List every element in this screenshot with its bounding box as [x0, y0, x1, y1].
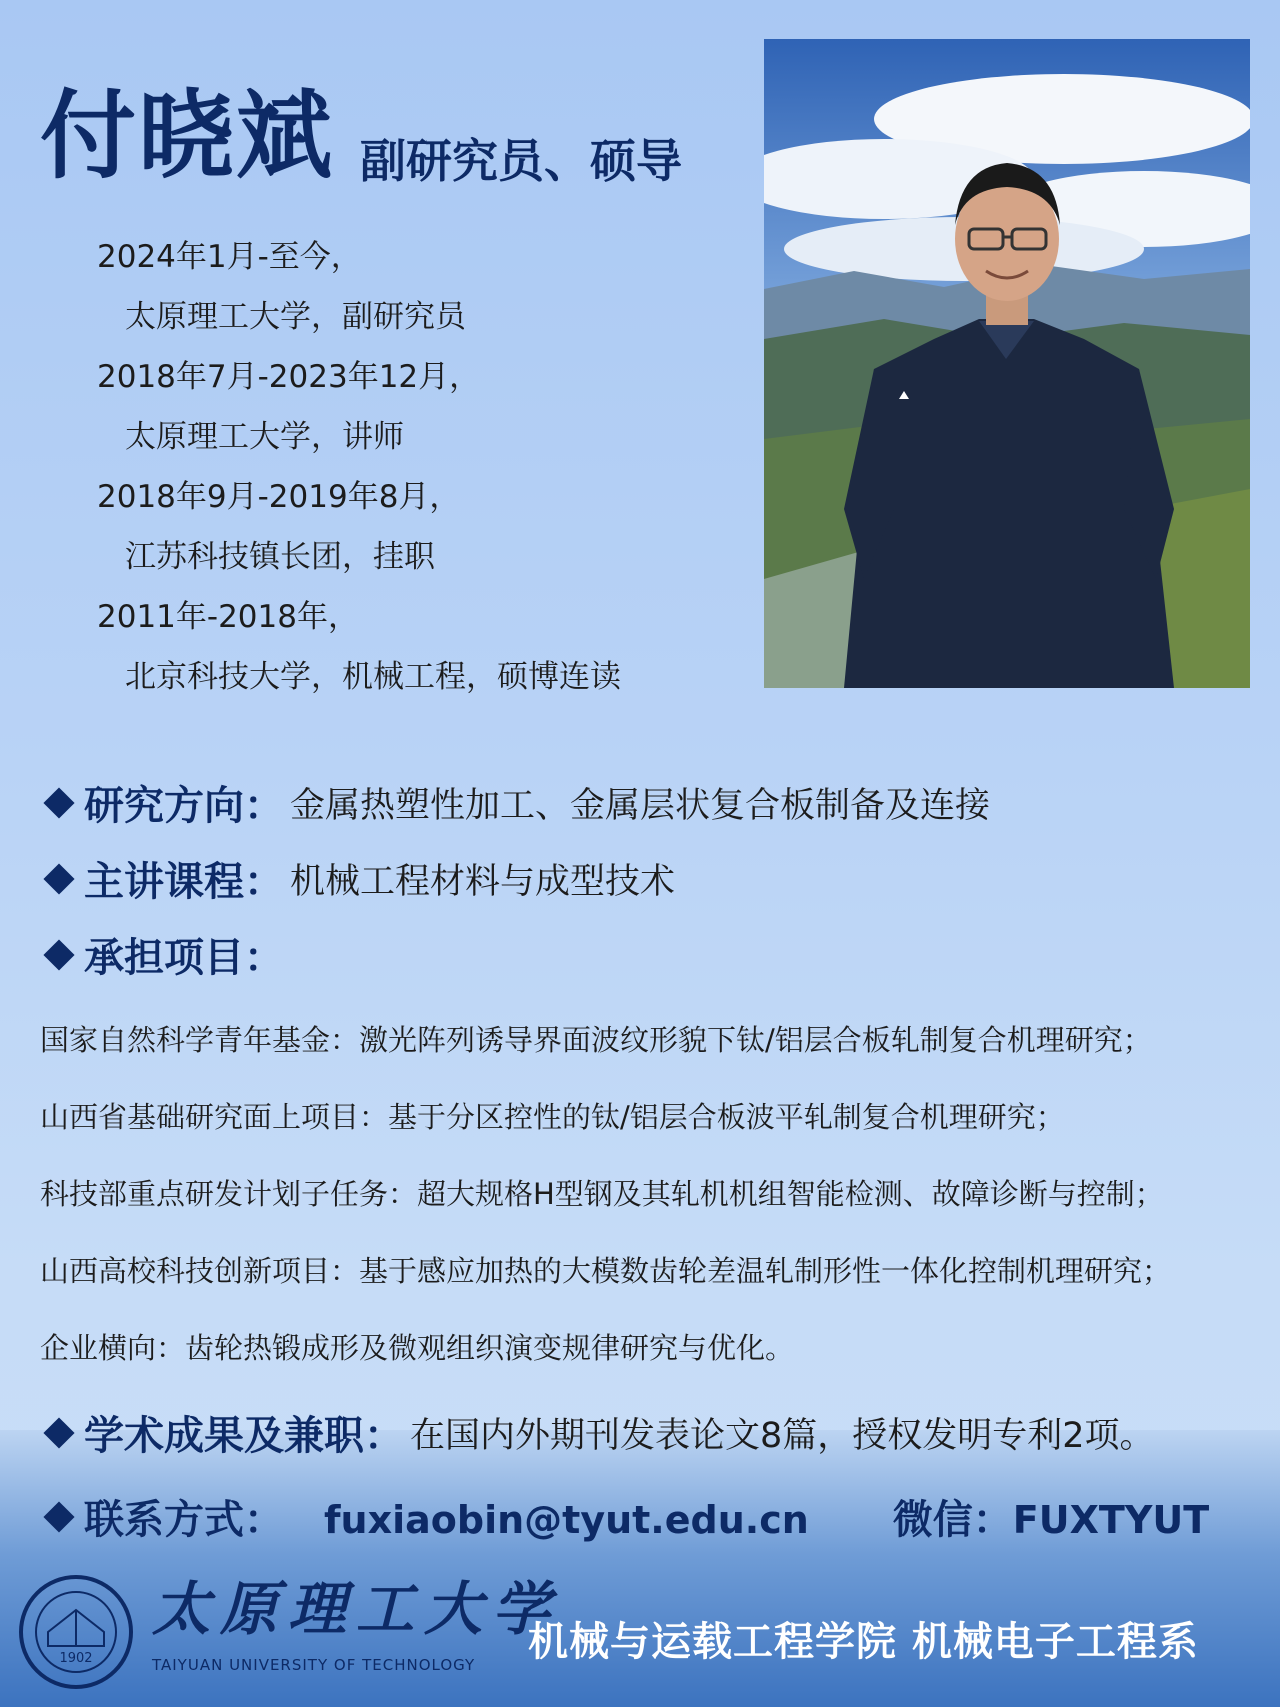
contact-label: 联系方式： [84, 1497, 284, 1543]
university-name-en: TAIYUAN UNIVERSITY OF TECHNOLOGY [152, 1656, 476, 1674]
contact-section [40, 1497, 1210, 1543]
achievements-value: 在国内外期刊发表论文8篇，授权发明专利2项。 [410, 1415, 1155, 1456]
research-label: 研究方向： [84, 783, 284, 829]
project-item: 科技部重点研发计划子任务：超大规格H型钢及其轧机机组智能检测、故障诊断与控制； [40, 1177, 1164, 1211]
project-item: 山西省基础研究面上项目：基于分区控性的钛/铝层合板波平轧制复合机理研究； [40, 1100, 1065, 1134]
diamond-bullet-icon [43, 939, 74, 970]
career-period: 2018年7月-2023年12月， [97, 359, 481, 395]
person-title: 副研究员、硕导 [360, 134, 682, 188]
research-value: 金属热塑性加工、金属层状复合板制备及连接 [290, 785, 991, 826]
career-period: 2011年-2018年， [97, 599, 359, 635]
department-name: 机械与运载工程学院 机械电子工程系 [528, 1619, 1199, 1665]
wechat-id: FUXTYUT [1012, 1498, 1210, 1542]
diamond-bullet-icon [43, 1501, 74, 1532]
achievements-section [40, 1413, 1155, 1459]
project-item: 国家自然科学青年基金：激光阵列诱导界面波纹形貌下钛/铝层合板轧制复合机理研究； [40, 1023, 1152, 1057]
diamond-bullet-icon [43, 1417, 74, 1448]
projects-label: 承担项目： [84, 935, 284, 981]
university-seal-logo [18, 1574, 134, 1690]
courses-value: 机械工程材料与成型技术 [290, 861, 676, 902]
diamond-bullet-icon [43, 863, 74, 894]
career-period: 2024年1月-至今， [97, 239, 362, 275]
career-detail: 北京科技大学，机械工程，硕博连读 [125, 659, 621, 695]
courses-label: 主讲课程： [84, 859, 284, 905]
university-name-cn: 太原理工大学 [152, 1575, 561, 1643]
portrait-photo [764, 39, 1250, 688]
research-section [40, 783, 991, 829]
contact-email[interactable]: fuxiaobin@tyut.edu.cn [324, 1498, 809, 1542]
achievements-label: 学术成果及兼职： [84, 1413, 404, 1459]
seal-emblem-icon [18, 1574, 134, 1690]
courses-section [40, 859, 676, 905]
project-item: 山西高校科技创新项目：基于感应加热的大模数齿轮差温轧制形性一体化控制机理研究； [40, 1254, 1172, 1288]
wechat-label: 微信： [892, 1497, 1013, 1543]
projects-section [40, 935, 284, 981]
career-detail: 太原理工大学，讲师 [125, 419, 404, 455]
person-name: 付晓斌 [40, 80, 334, 192]
portrait-illustration [764, 39, 1250, 688]
diamond-bullet-icon [43, 787, 74, 818]
seal-year: 1902 [59, 1651, 93, 1666]
career-detail: 江苏科技镇长团，挂职 [125, 539, 435, 575]
career-period: 2018年9月-2019年8月， [97, 479, 461, 515]
career-detail: 太原理工大学，副研究员 [125, 299, 466, 335]
project-item: 企业横向：齿轮热锻成形及微观组织演变规律研究与优化。 [40, 1331, 795, 1365]
